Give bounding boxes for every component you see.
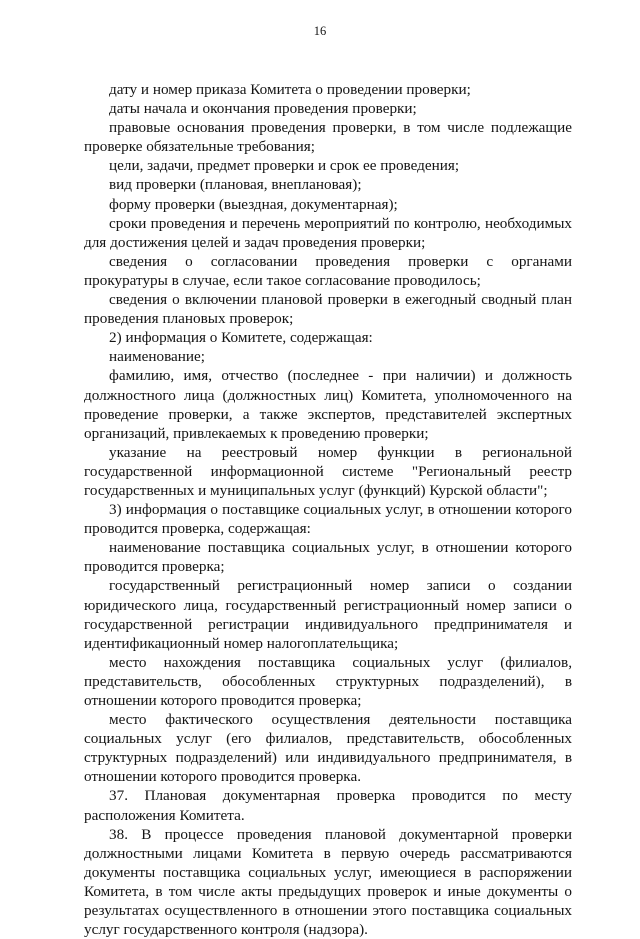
paragraph: место фактического осуществления деятельности поставщика социальных услуг (его филиалов, представительств, обособленных структурных подразделений) или индивидуального предпринимателя, в отношении которого проводится проверка.	[84, 711, 572, 786]
paragraph: цели, задачи, предмет проверки и срок ее проведения;	[109, 157, 460, 175]
page-number: 16	[313, 24, 327, 38]
paragraph: сведения о согласовании проведения проверки с органами прокуратуры в случае, если такое согласование проводилось;	[84, 252, 572, 289]
paragraph: наименование;	[109, 348, 205, 366]
document-body	[84, 80, 572, 939]
paragraph: даты начала и окончания проведения проверки;	[109, 100, 417, 118]
numbered-clause: 38. В процессе проведения плановой документарной проверки должностными лицами Комитета в первую очередь рассматриваются документы поставщика социальных услуг, имеющиеся в распоряжении Комитета, в том числе акты предыдущих проверок и иные документы о результатах осуществленного в отношении этого поставщика социальных услуг государственного контроля (надзора).	[84, 825, 572, 939]
numbered-clause: 37. Плановая документарная проверка проводится по месту расположения Комитета.	[84, 787, 572, 824]
section-heading: 3) информация о поставщике социальных услуг, в отношении которого проводится проверка, содержащая:	[84, 501, 572, 538]
paragraph: правовые основания проведения проверки, в том числе подлежащие проверке обязательные требования;	[84, 119, 572, 156]
paragraph: фамилию, имя, отчество (последнее - при наличии) и должность должностного лица (должностных лиц) Комитета, уполномоченного на проведение проверки, а также экспертов, представителей экспертных организаций, привлекаемых к проведению проверки;	[84, 367, 572, 442]
paragraph: дату и номер приказа Комитета о проведении проверки;	[109, 81, 471, 98]
paragraph: место нахождения поставщика социальных услуг (филиалов, представительств, обособленных структурных подразделений), в отношении которого проводится проверка;	[84, 653, 572, 709]
paragraph: вид проверки (плановая, внеплановая);	[109, 176, 362, 194]
paragraph: сроки проведения и перечень мероприятий по контролю, необходимых для достижения целей и задач проведения проверки;	[84, 214, 572, 251]
paragraph: сведения о включении плановой проверки в ежегодный сводный план проведения плановых проверок;	[84, 291, 572, 328]
paragraph: государственный регистрационный номер записи о создании юридического лица, государственный регистрационный номер записи о государственной регистрации индивидуального предпринимателя и идентификационный номер налогоплательщика;	[84, 577, 572, 652]
section-heading: 2) информация о Комитете, содержащая:	[109, 329, 373, 347]
paragraph: форму проверки (выездная, документарная);	[109, 195, 398, 213]
paragraph: указание на реестровый номер функции в региональной государственной информационной системе "Региональный реестр государственных и муниципальных услуг (функций) Курской области";	[84, 443, 572, 499]
paragraph: наименование поставщика социальных услуг, в отношении которого проводится проверка;	[84, 539, 572, 576]
